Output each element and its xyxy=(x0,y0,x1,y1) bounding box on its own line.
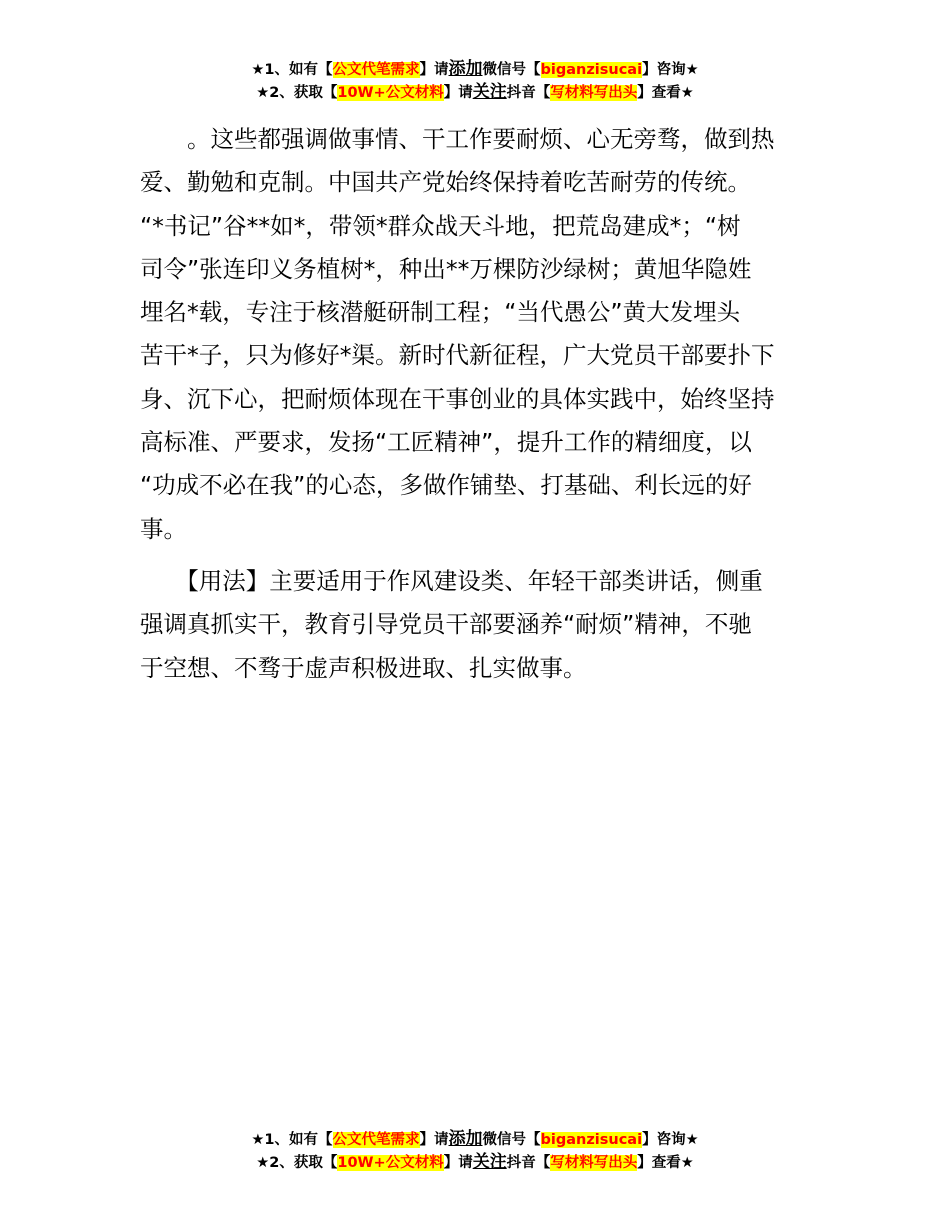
paragraph-line: 事。 xyxy=(140,514,187,543)
header-line1-text-2: 微信号【 xyxy=(482,62,541,78)
header-line2-suffix: 】查看★ xyxy=(637,85,694,101)
header-line-1 xyxy=(0,58,950,81)
header-line-2 xyxy=(0,81,950,104)
footer-highlight-service: 公文代笔需求 xyxy=(332,1132,420,1148)
footer-underlined-follow: 关注 xyxy=(472,1152,507,1172)
footer-line-1 xyxy=(0,1128,950,1151)
header-line2-text-2: 抖音【 xyxy=(506,85,551,101)
footer-highlight-douyin: 写材料写出头 xyxy=(550,1155,638,1171)
header-underlined-follow: 关注 xyxy=(472,82,507,102)
header-line2-prefix: ★2、获取【 xyxy=(256,85,338,101)
footer-line2-prefix: ★2、获取【 xyxy=(256,1155,338,1171)
footer-line1-text-2: 微信号【 xyxy=(482,1132,541,1148)
footer-underlined-add: 添加 xyxy=(448,1129,483,1149)
document-body xyxy=(140,118,812,690)
header-line1-text: 】请 xyxy=(419,62,449,78)
paragraph-line: 身、沉下心，把耐烦体现在干事创业的具体实践中，始终坚持 xyxy=(140,384,775,413)
paragraph-line: 。这些都强调做事情、干工作要耐烦、心无旁骛，做到热 xyxy=(140,125,775,153)
header-highlight-service: 公文代笔需求 xyxy=(332,62,420,78)
header-highlight-douyin: 写材料写出头 xyxy=(550,85,638,101)
paragraph-line: 【用法】主要适用于作风建设类、年轻干部类讲话，侧重 xyxy=(140,566,763,595)
footer-line2-suffix: 】查看★ xyxy=(637,1155,694,1171)
paragraph-line: 司令”张连印义务植树*，种出**万棵防沙绿树；黄旭华隐姓 xyxy=(140,254,752,283)
paragraph-line: 苦干*子，只为修好*渠。新时代新征程，广大党员干部要扑下 xyxy=(140,341,775,370)
paragraph-main xyxy=(140,118,812,551)
header-highlight-wechat-id: biganzisucai xyxy=(540,62,643,78)
header-line1-prefix: ★1、如有【 xyxy=(251,62,333,78)
header-line2-text: 】请 xyxy=(443,85,473,101)
footer-line1-prefix: ★1、如有【 xyxy=(251,1132,333,1148)
footer-line-2 xyxy=(0,1151,950,1174)
footer-line2-text: 】请 xyxy=(443,1155,473,1171)
paragraph-line: 爱、勤勉和克制。中国共产党始终保持着吃苦耐劳的传统。 xyxy=(140,168,751,197)
footer-highlight-wechat-id: biganzisucai xyxy=(540,1132,643,1148)
footer-line2-text-2: 抖音【 xyxy=(506,1155,551,1171)
footer-line1-suffix: 】咨询★ xyxy=(642,1132,699,1148)
paragraph-usage xyxy=(140,560,812,690)
paragraph-line: “*书记”谷**如*，带领*群众战天斗地，把荒岛建成*；“树 xyxy=(140,211,741,240)
footer-highlight-materials: 10W+公文材料 xyxy=(337,1155,444,1171)
header-highlight-materials: 10W+公文材料 xyxy=(337,85,444,101)
footer-banner xyxy=(0,1128,950,1174)
header-banner xyxy=(0,58,950,104)
paragraph-line: 埋名*载，专注于核潜艇研制工程；“当代愚公”黄大发埋头 xyxy=(140,298,741,327)
paragraph-line: “功成不必在我”的心态，多做作铺垫、打基础、利长远的好 xyxy=(140,471,752,500)
header-underlined-add: 添加 xyxy=(448,59,483,79)
paragraph-line: 于空想、不骛于虚声积极进取、扎实做事。 xyxy=(140,653,587,682)
footer-line1-text: 】请 xyxy=(419,1132,449,1148)
header-line1-suffix: 】咨询★ xyxy=(642,62,699,78)
paragraph-line: 强调真抓实干，教育引导党员干部要涵养“耐烦”精神，不驰 xyxy=(140,610,752,639)
paragraph-line: 高标准、严要求，发扬“工匠精神”，提升工作的精细度，以 xyxy=(140,428,752,457)
